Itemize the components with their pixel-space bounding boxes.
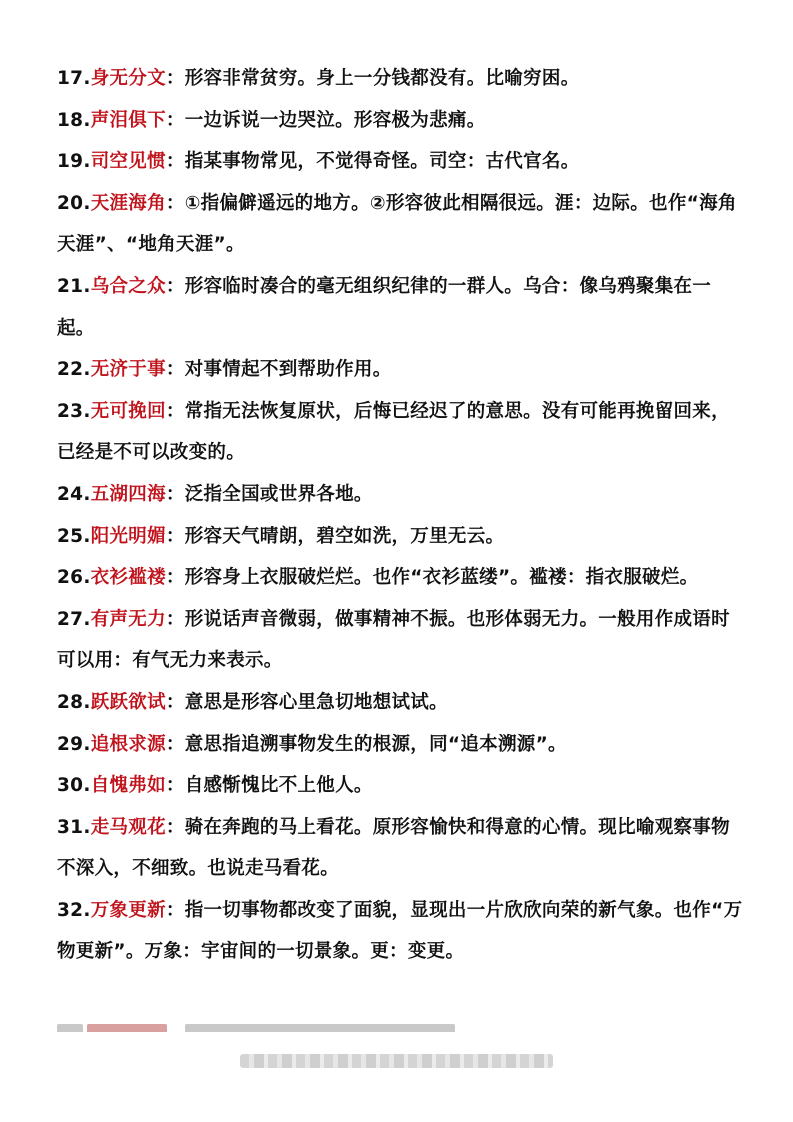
idiom-term: 有声无力 xyxy=(90,608,166,630)
idiom-list xyxy=(57,58,747,973)
entry-separator: ： xyxy=(165,151,185,173)
entry-number: 21. xyxy=(57,275,91,297)
idiom-definition: 对事情起不到帮助作用。 xyxy=(184,359,392,381)
entry-separator: ： xyxy=(165,400,185,422)
idiom-definition: 意思是形容心里急切地想试试。 xyxy=(184,691,448,713)
idiom-term: 司空见惯 xyxy=(90,151,166,173)
entry-number: 17. xyxy=(57,68,91,89)
idiom-entry xyxy=(57,557,747,599)
idiom-definition: 意思指追溯事物发生的根源，同“追本溯源”。 xyxy=(184,733,567,755)
entry-separator: ： xyxy=(165,359,185,381)
idiom-definition: 形容天气晴朗，碧空如洗，万里无云。 xyxy=(184,525,505,547)
idiom-definition: 指一切事物都改变了面貌，显现出一片欣欣向荣的新气象。也作“万物更新”。万象：宇宙间的一切景象。更：变更。 xyxy=(57,899,743,963)
entry-number: 19. xyxy=(57,151,91,173)
entry-separator: ： xyxy=(165,68,185,89)
truncated-definition-fragment xyxy=(185,1024,455,1032)
idiom-definition: 自感惭愧比不上他人。 xyxy=(184,775,373,797)
entry-number: 22. xyxy=(57,359,91,381)
entry-separator: ： xyxy=(165,775,185,797)
truncated-number-fragment xyxy=(57,1024,83,1032)
idiom-term: 阳光明媚 xyxy=(90,525,166,547)
idiom-definition: 指某事物常见，不觉得奇怪。司空：古代官名。 xyxy=(184,151,580,173)
idiom-definition: 形说话声音微弱，做事精神不振。也形体弱无力。一般用作成语时可以用：有气无力来表示。 xyxy=(57,608,730,672)
entry-separator: ： xyxy=(165,691,185,713)
idiom-term: 天涯海角 xyxy=(90,192,166,214)
entry-separator: ： xyxy=(165,275,185,297)
idiom-term: 声泪俱下 xyxy=(90,109,166,131)
idiom-definition: 一边诉说一边哭泣。形容极为悲痛。 xyxy=(184,109,486,131)
idiom-entry xyxy=(57,183,747,266)
idiom-term: 无可挽回 xyxy=(90,400,166,422)
idiom-term: 五湖四海 xyxy=(90,483,166,505)
entry-number: 18. xyxy=(57,109,91,131)
idiom-entry xyxy=(57,516,747,558)
entry-number: 23. xyxy=(57,400,91,422)
idiom-definition: ①指偏僻遥远的地方。②形容彼此相隔很远。涯：边际。也作“海角天涯”、“地角天涯”。 xyxy=(57,192,737,256)
entry-number: 31. xyxy=(57,816,91,838)
idiom-entry xyxy=(57,765,747,807)
entry-separator: ： xyxy=(165,192,185,214)
idiom-entry xyxy=(57,724,747,766)
entry-separator: ： xyxy=(165,525,185,547)
idiom-term: 走马观花 xyxy=(90,816,166,838)
idiom-definition: 形容身上衣服破烂烂。也作“衣衫蓝缕”。褴褛：指衣服破烂。 xyxy=(184,567,699,589)
idiom-entry xyxy=(57,474,747,516)
entry-number: 26. xyxy=(57,567,91,589)
idiom-term: 自愧弗如 xyxy=(90,775,166,797)
entry-number: 24. xyxy=(57,483,91,505)
entry-separator: ： xyxy=(165,733,185,755)
idiom-term: 跃跃欲试 xyxy=(90,691,166,713)
idiom-entry xyxy=(57,58,747,100)
idiom-definition: 骑在奔跑的马上看花。原形容愉快和得意的心情。现比喻观察事物不深入，不细致。也说走马看花。 xyxy=(57,816,730,880)
idiom-definition: 形容非常贫穷。身上一分钱都没有。比喻穷困。 xyxy=(184,68,580,89)
entry-number: 25. xyxy=(57,525,91,547)
entry-separator: ： xyxy=(165,109,185,131)
entry-separator: ： xyxy=(165,483,185,505)
entry-number: 20. xyxy=(57,192,91,214)
entry-number: 32. xyxy=(57,899,91,921)
entry-separator: ： xyxy=(165,608,185,630)
idiom-entry xyxy=(57,890,747,973)
idiom-term: 无济于事 xyxy=(90,359,166,381)
idiom-entry xyxy=(57,141,747,183)
idiom-entry xyxy=(57,682,747,724)
truncated-term-fragment xyxy=(87,1024,167,1032)
idiom-definition: 常指无法恢复原状，后悔已经迟了的意思。没有可能再挽留回来，已经是不可以改变的。 xyxy=(57,400,730,464)
idiom-entry xyxy=(57,100,747,142)
entry-separator: ： xyxy=(165,816,185,838)
idiom-term: 追根求源 xyxy=(90,733,166,755)
idiom-term: 身无分文 xyxy=(90,68,166,89)
entry-number: 30. xyxy=(57,775,91,797)
idiom-entry xyxy=(57,266,747,349)
idiom-entry xyxy=(57,807,747,890)
entry-number: 28. xyxy=(57,691,91,713)
idiom-term: 衣衫褴褛 xyxy=(90,567,166,589)
idiom-definition: 泛指全国或世界各地。 xyxy=(184,483,373,505)
idiom-entry xyxy=(57,349,747,391)
entry-separator: ： xyxy=(165,567,185,589)
entry-number: 29. xyxy=(57,733,91,755)
idiom-entry xyxy=(57,391,747,474)
idiom-term: 乌合之众 xyxy=(90,275,166,297)
entry-separator: ： xyxy=(165,899,185,921)
idiom-definition: 形容临时凑合的毫无组织纪律的一群人。乌合：像乌鸦聚集在一起。 xyxy=(57,275,712,339)
idiom-term: 万象更新 xyxy=(90,899,166,921)
entry-number: 27. xyxy=(57,608,91,630)
truncated-entry-line xyxy=(57,1018,557,1032)
idiom-entry xyxy=(57,599,747,682)
blurred-footer-watermark xyxy=(240,1054,553,1068)
